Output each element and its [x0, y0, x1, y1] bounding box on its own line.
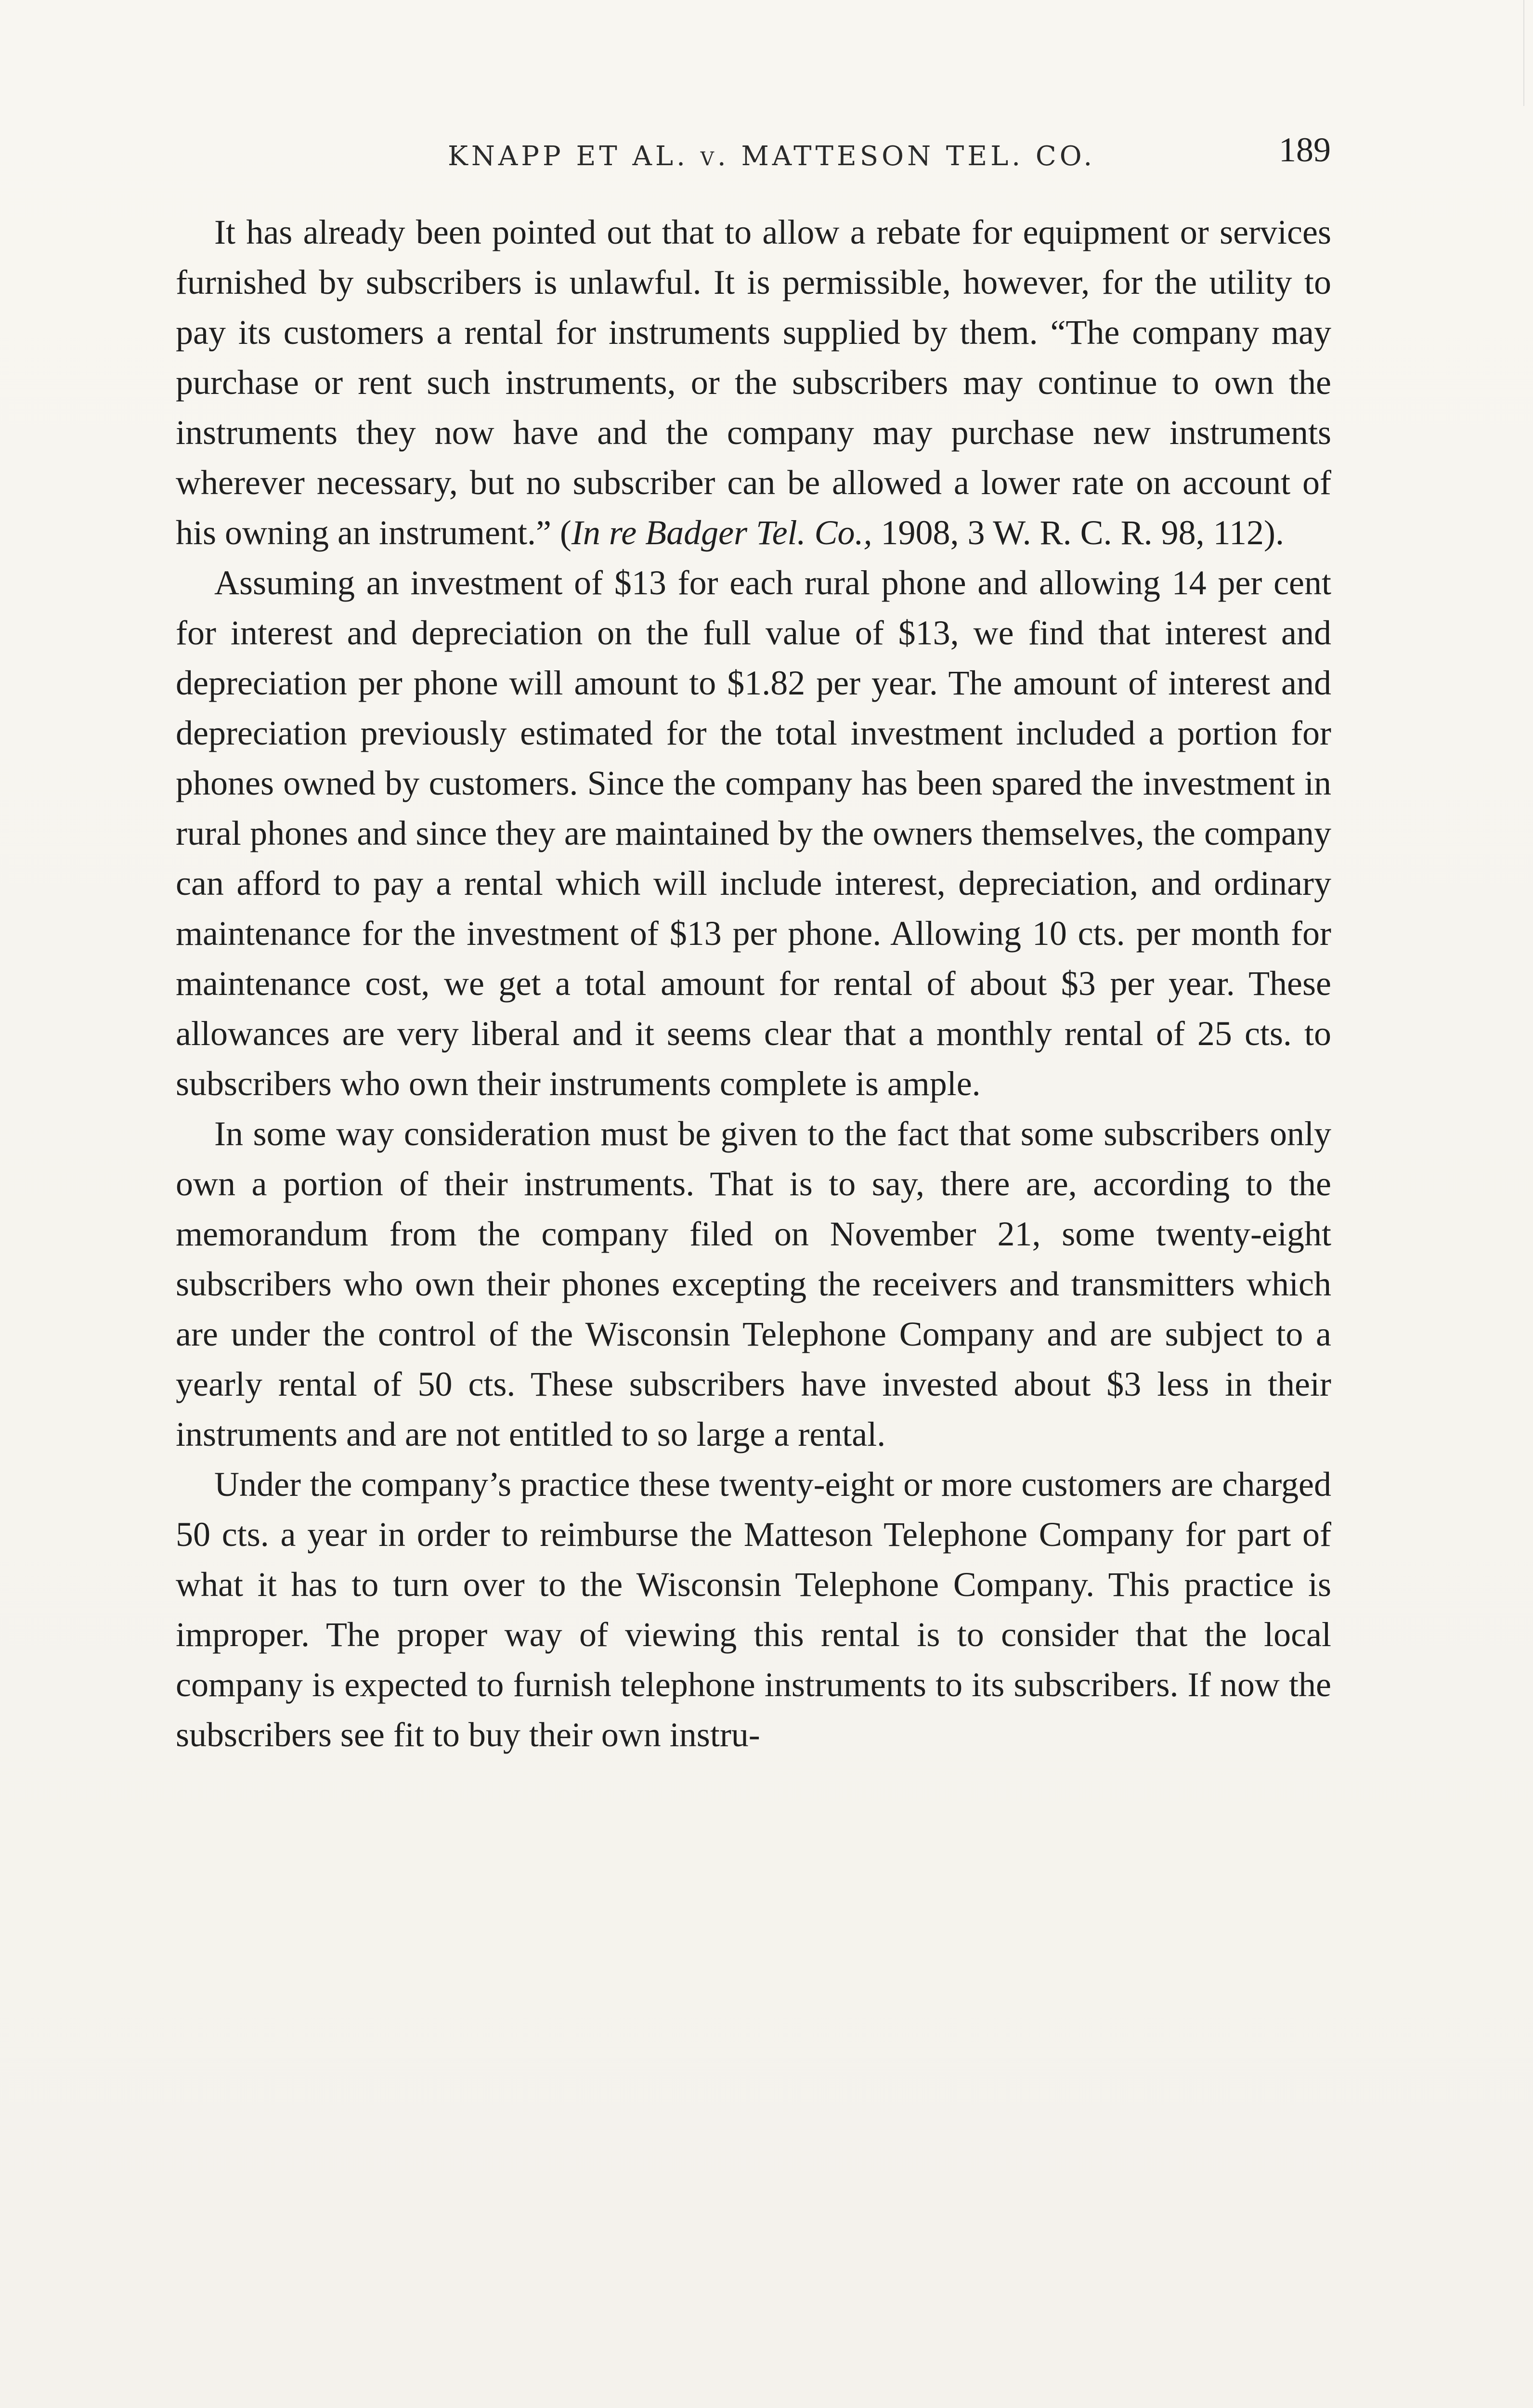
case-citation: In re Badger Tel. Co.,	[571, 513, 872, 552]
paragraph-3: In some way consideration must be given to the fact that some subscribers only own a portion of their instruments. That is to say, there are, according to the memorandum from the company filed on November 21, some twenty-eight subscribers who own their phones excepting the receivers and transmitters which are under the control of the Wisconsin Telephone Company and are subject to a yearly rental of 50 cts. These subscribers have invested about $3 less in their instruments and are not entitled to so large a rental.	[176, 1114, 1331, 1453]
page-header	[193, 120, 1331, 178]
paragraph-2: Assuming an investment of $13 for each rural phone and allowing 14 per cent for interest and depreciation on the full value of $13, we find that interest and depreciation per phone will amount to $1.82 per year. The amount of interest and depreciation previously estimated for the total investment included a portion for phones owned by customers. Since the company has been spared the investment in rural phones and since they are maintained by the owners themselves, the company can afford to pay a rental which will include interest, depreciation, and ordinary maintenance for the investment of $13 per phone. Allowing 10 cts. per month for maintenance cost, we get a total amount for rental of about $3 per year. These allowances are very liberal and it seems clear that a monthly rental of 25 cts. to subscribers who own their instruments complete is ample.	[176, 563, 1331, 1103]
document-body	[176, 207, 1331, 1760]
paragraph-1-text-after-citation: 1908, 3 W. R. C. R. 98, 112).	[872, 513, 1284, 552]
page-edge-line	[1523, 0, 1524, 106]
paragraph-4: Under the company’s practice these twenty-eight or more customers are charged 50 cts. a year in order to reimburse the Matteson Telephone Company for part of what it has to turn over to the Wisconsin Telephone Company. This practice is improper. The proper way of viewing this rental is to consider that the local company is expected to furnish telephone instruments to its subscribers. If now the subscribers see fit to buy their own instru-	[176, 1465, 1331, 1754]
running-head: KNAPP ET AL. v. MATTESON TEL. CO.	[448, 141, 1096, 172]
paragraph-1-text-before-citation: It has already been pointed out that to allow a rebate for equipment or services furnished by subscribers is unlawful. It is permissible, however, for the utility to pay its customers a rental for instruments supplied by them. “The company may purchase or rent such instruments, or the subscribers may continue to own the instruments they now have and the company may purchase new instruments wherever necessary, but no subscriber can be allowed a lower rate on account of his owning an instrument.” (	[176, 213, 1331, 552]
page-number: 189	[1279, 131, 1331, 169]
paragraph-1	[176, 207, 1331, 558]
